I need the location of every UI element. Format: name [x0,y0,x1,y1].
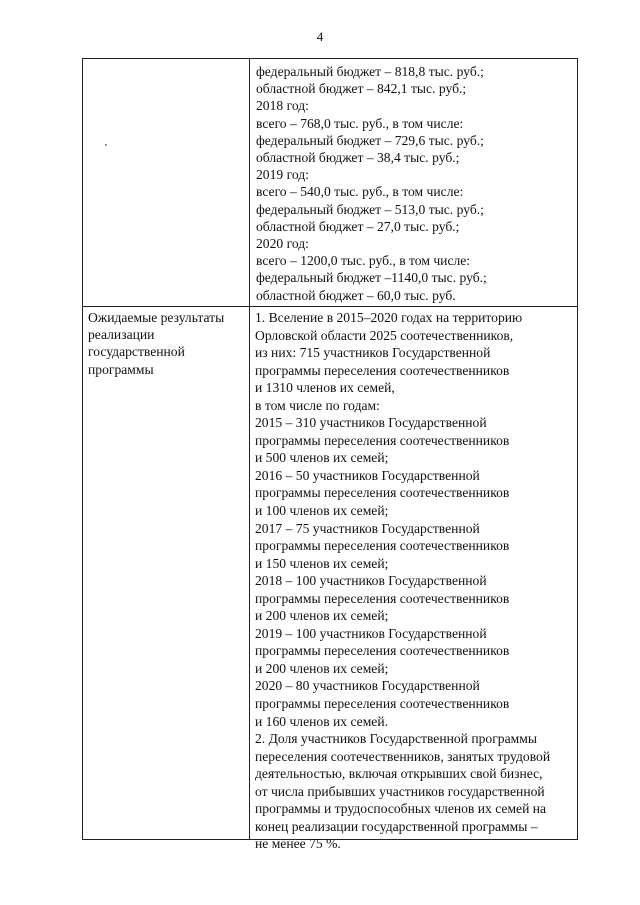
results-line: и 200 членов их семей; [255,608,389,624]
funding-line: областной бюджет – 60,0 тыс. руб. [256,287,456,303]
results-line: 2015 – 310 участников Государственной [255,415,487,431]
funding-line: всего – 768,0 тыс. руб., в том числе: [256,115,464,131]
results-line: программы переселения соотечественников [255,362,510,378]
results-line: 2018 – 100 участников Государственной [255,573,487,589]
results-line: из них: 715 участников Государственной [255,345,491,361]
funding-line: федеральный бюджет – 513,0 тыс. руб.; [256,201,484,217]
results-line: от числа прибывших участников государственной [255,783,545,799]
funding-line: всего – 1200,0 тыс. руб., в том числе: [256,253,471,269]
results-line: программы переселения соотечественников [255,538,510,554]
results-line: 2017 – 75 участников Государственной [255,520,480,536]
results-label-line: государственной [88,344,185,360]
column-divider [249,59,250,839]
results-line: программы переселения соотечественников [255,432,510,448]
funding-line: областной бюджет – 842,1 тыс. руб.; [256,81,467,97]
funding-line: федеральный бюджет –1140,0 тыс. руб.; [256,270,487,286]
scan-speck [105,144,107,146]
results-line: и 200 членов их семей; [255,660,389,676]
funding-line: 2018 год: [256,98,309,114]
results-line: программы переселения соотечественников [255,485,510,501]
results-line: программы переселения соотечественников [255,643,510,659]
results-line: Орловской области 2025 соотечественников, [255,327,514,343]
results-line: 2. Доля участников Государственной программы [255,731,537,747]
funding-line: всего – 540,0 тыс. руб., в том числе: [256,184,464,200]
results-line: программы переселения соотечественников [255,590,510,606]
funding-line: областной бюджет – 38,4 тыс. руб.; [256,150,460,166]
results-line: деятельностью, включая открывших свой бизнес, [255,766,543,782]
funding-line: федеральный бюджет – 729,6 тыс. руб.; [256,132,484,148]
results-cell [255,309,550,853]
page-number: 4 [316,29,324,44]
results-label-line: Ожидаемые результаты [88,310,225,325]
results-line: и 1310 членов их семей, [255,380,395,396]
results-line: и 500 членов их семей; [255,450,389,466]
program-table [82,58,578,852]
funding-line: федеральный бюджет – 818,8 тыс. руб.; [256,64,484,79]
results-label-cell [88,309,243,378]
results-line: конец реализации государственной программы – [255,818,538,834]
results-label-line: реализации [88,327,155,343]
results-line: в том числе по годам: [255,397,380,413]
funding-line: 2020 год: [256,236,309,252]
results-line: и 150 членов их семей; [255,555,389,571]
results-line: программы и трудоспособных членов их семей на [255,801,547,817]
results-label-line: программы [88,361,154,377]
row-divider [83,306,577,307]
results-line: программы переселения соотечественников [255,696,510,712]
results-line: переселения соотечественников, занятых трудовой [255,748,551,764]
funding-cell [256,63,487,304]
results-line: и 100 членов их семей; [255,503,389,519]
funding-line: областной бюджет – 27,0 тыс. руб.; [256,218,460,234]
results-line: и 160 членов их семей. [255,713,389,729]
results-line: 2019 – 100 участников Государственной [255,625,487,641]
results-line: не менее 75 %. [255,836,341,852]
results-line: 2016 – 50 участников Государственной [255,467,480,483]
results-line: 1. Вселение в 2015–2020 годах на территорию [255,310,523,325]
results-line: 2020 – 80 участников Государственной [255,678,480,694]
funding-line: 2019 год: [256,167,309,183]
